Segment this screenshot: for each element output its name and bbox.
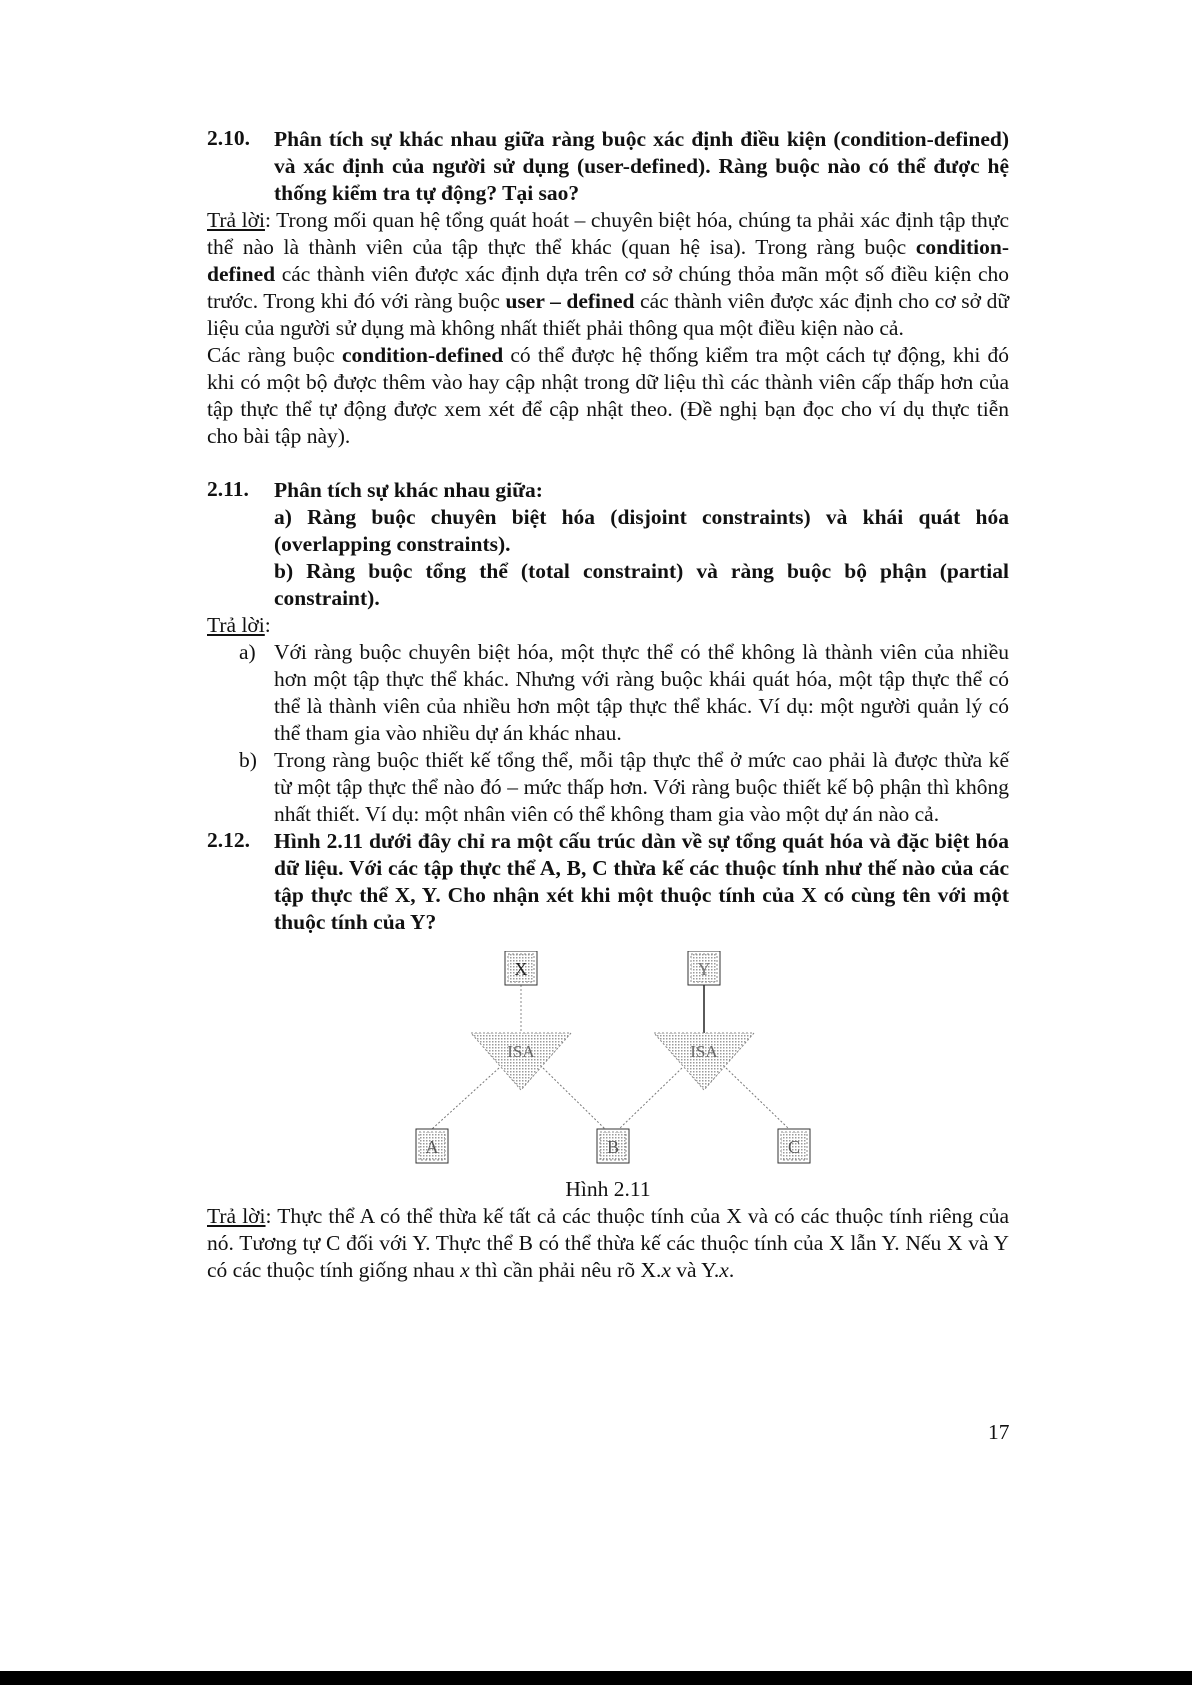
- attribute-x: x: [719, 1258, 729, 1282]
- answer-2-10-paragraph-2: [207, 342, 1009, 450]
- entity-c: [778, 1129, 810, 1163]
- question-number: 2.11.: [207, 477, 249, 501]
- question-sub-b: b) Ràng buộc tổng thể (total constraint) và ràng buộc bộ phận (partial constraint).: [274, 559, 1009, 610]
- entity-y: [688, 951, 720, 985]
- term-bold: condition-defined: [341, 343, 504, 367]
- bottom-border: [0, 1671, 1192, 1685]
- item-text: Trong ràng buộc thiết kế tổng thể, mỗi tập thực thể ở mức cao phải là được thừa kế từ một tập thực thể nào đó – mức thấp hơn. Với ràng buộc thiết kế bộ phận thì không nhất thiết. Ví dụ: một nhân viên có thể không tham gia vào một dự án nào cả.: [274, 748, 1009, 826]
- answer-text: Các ràng buộc: [207, 343, 342, 367]
- answer-text: thì cần phải nêu rõ X.: [469, 1258, 662, 1282]
- page-number: 17: [988, 1420, 1010, 1444]
- page-content: [207, 126, 1009, 1284]
- question-sub-a: a) Ràng buộc chuyên biệt hóa (disjoint constraints) và khái quát hóa (overlapping constraints).: [274, 505, 1009, 556]
- item-text: Với ràng buộc chuyên biệt hóa, một thực thể có thể không là thành viên của nhiều hơn một tập thực thể khác. Nhưng với ràng buộc khái quát hóa, một tập thực thể có thể là thành viên của nhiều hơn một tập thực thể khác. Ví dụ: một người quản lý có thể tham gia vào nhiều dự án khác nhau.: [274, 640, 1009, 745]
- isa-right-label: ISA: [690, 1042, 718, 1061]
- connector-isa-a: [432, 1068, 499, 1129]
- isa-right-triangle: [654, 1033, 754, 1090]
- answer-item-a: [207, 639, 1009, 747]
- connector-isa-b-left: [543, 1068, 605, 1129]
- answer-text: .: [728, 1258, 735, 1282]
- figure-2-11: [207, 951, 1009, 1176]
- answer-text: các thành viên được xác định cho cơ sở dữ liệu của người sử dụng mà không nhất thiết phải thông qua một điều kiện nào cả.: [207, 289, 1009, 340]
- question-2-12: [207, 828, 1009, 936]
- answer-2-12-paragraph: [207, 1203, 1009, 1284]
- answer-label: Trả lời: [207, 613, 265, 637]
- question-title: Phân tích sự khác nhau giữa:: [274, 478, 543, 502]
- entity-x-label: X: [514, 959, 528, 979]
- answer-text: các thành viên được xác định dựa trên cơ sở chúng thỏa mãn một số điều kiện cho trước. Trong khi đó với ràng buộc: [207, 262, 1009, 313]
- item-marker: a): [239, 640, 256, 664]
- answer-text: : Trong mối quan hệ tổng quát hoát – chuyên biệt hóa, chúng ta phải xác định tập thực thể nào là thành viên của tập thực thể khác (quan hệ isa). Trong ràng buộc: [207, 208, 1009, 259]
- question-2-11: [207, 477, 1009, 504]
- entity-b-label: B: [606, 1137, 620, 1157]
- entity-y-label: Y: [697, 959, 711, 979]
- answer-label: Trả lời: [207, 208, 265, 232]
- entity-a: [416, 1129, 448, 1163]
- entity-c-label: C: [787, 1137, 801, 1157]
- isa-left-triangle: [471, 1033, 571, 1090]
- question-2-10: [207, 126, 1009, 207]
- isa-diagram: [207, 951, 1009, 1176]
- term-bold: user – defined: [505, 289, 635, 313]
- connector-isa-c: [726, 1068, 789, 1129]
- figure-caption: Hình 2.11: [565, 1177, 651, 1201]
- answer-label: Trả lời: [207, 1204, 266, 1228]
- question-number: 2.12.: [207, 828, 250, 852]
- answer-item-b: [207, 747, 1009, 828]
- answer-2-10-paragraph-1: [207, 207, 1009, 342]
- question-number: 2.10.: [207, 126, 250, 150]
- isa-left-label: ISA: [507, 1042, 535, 1061]
- answer-text: và Y.: [670, 1258, 720, 1282]
- entity-x: [505, 951, 537, 985]
- entity-a-label: A: [425, 1137, 439, 1157]
- entity-b: [597, 1129, 629, 1163]
- question-title: Hình 2.11 dưới đây chỉ ra một cấu trúc dàn về sự tổng quát hóa và đặc biệt hóa dữ liệu. Với các tập thực thể A, B, C thừa kế các thuộc tính như thế nào của các tập thực thể X, Y. Cho nhận xét khi một thuộc tính của X có cùng tên với một thuộc tính của Y?: [274, 829, 1009, 934]
- answer-colon: :: [264, 613, 271, 637]
- term-bold: condition-defined: [207, 235, 1009, 286]
- item-marker: b): [239, 748, 257, 772]
- connector-isa-b-right: [619, 1068, 682, 1129]
- question-title: Phân tích sự khác nhau giữa ràng buộc xác định điều kiện (condition-defined) và xác định của người sử dụng (user-defined). Ràng buộc nào có thể được hệ thống kiểm tra tự động? Tại sao?: [274, 127, 1009, 205]
- answer-text: : Thực thể A có thể thừa kế tất cả các thuộc tính của X và có các thuộc tính riêng của nó. Tương tự C đối với Y. Thực thể B có thể thừa kế các thuộc tính của X lẫn Y. Nếu X và Y có các thuộc tính giống nhau: [207, 1204, 1009, 1282]
- attribute-x: x: [460, 1258, 470, 1282]
- attribute-x: x: [661, 1258, 671, 1282]
- answer-2-11-label: [207, 612, 1009, 639]
- answer-text: có thể được hệ thống kiểm tra một cách tự động, khi đó khi có một bộ được thêm vào hay cập nhật trong dữ liệu thì các thành viên cấp thấp hơn của tập thực thể tự động được xem xét để cập nhật theo. (Đề nghị bạn đọc cho ví dụ thực tiễn cho bài tập này).: [207, 343, 1010, 448]
